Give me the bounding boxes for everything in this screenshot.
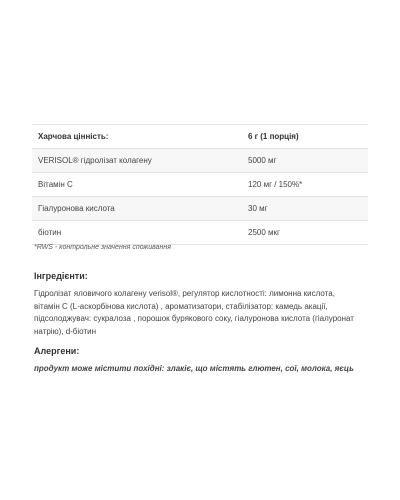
nutrition-row (32, 149, 368, 173)
rws-footnote: *RWS - контрольне значення споживання (34, 244, 171, 251)
nutrient-name: Вітамін С (38, 180, 73, 189)
nutrition-header-value: 6 г (1 порція) (248, 132, 299, 141)
nutrient-value: 30 мг (248, 204, 268, 213)
ingredients-line: Гідролізат яловичого колагену verisol®, регулятор кислотності: лимонна кислота, (34, 289, 335, 298)
nutrient-value: 5000 мг (248, 156, 277, 165)
nutrient-value: 2500 мкг (248, 228, 280, 237)
nutrition-table (32, 124, 368, 245)
nutrient-name: VERISOL® гідролізат колагену (38, 156, 152, 165)
allergens-text: продукт може містити похідні: злакіє, що містять глютен, сої, молока, яєць (34, 364, 354, 373)
ingredients-line: підсолоджувач: сукралоза , порошок бурякового соку, гіалуронова кислота (гіалуронат (34, 314, 354, 323)
ingredients-line: вітамін С (L-аскорбінова кислота) , ароматизатори, стабілізатор: камедь акації, (34, 301, 328, 311)
nutrition-row (32, 173, 368, 197)
nutrition-row (32, 197, 368, 221)
ingredients-text (34, 288, 366, 338)
nutrition-header-row (32, 125, 368, 149)
ingredients-line: натрію), d-біотин (34, 326, 96, 336)
allergens-title: Алергени: (34, 346, 80, 356)
ingredients-title: Інгредієнти: (34, 271, 88, 281)
nutrition-header-name: Харчова цінність: (38, 132, 109, 141)
nutrient-name: біотин (38, 228, 62, 237)
nutrient-value: 120 мг / 150%* (248, 180, 303, 189)
nutrition-row (32, 221, 368, 245)
nutrient-name: Гіалуронова кислота (38, 204, 115, 213)
